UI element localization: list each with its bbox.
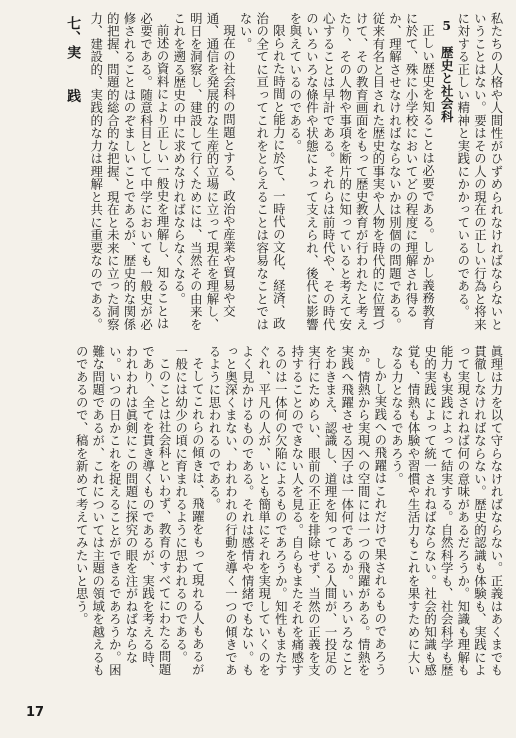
paragraph: 私たちの人格や人間性がひずめられなければならないということはない。要はその人の現在の正しい行為と将来に対する正しい精神と実践にかかっているのである。 [455,12,504,331]
section-heading [438,12,455,342]
section-title: 歴史と社会科 [439,46,455,123]
paragraph: 現在の社会科の問題とする、政治や産業や貿易や交通、通信を発展的な生産的立場に立って現在を理解し、明日を洞察し、建設して行くためには、当然その由来をこれを遡る歴史の中に求めなければならなくなる。 [171,12,237,331]
lower-text-block [20,345,504,685]
section-number: 5 [439,18,455,34]
chapter-heading: 七、実 践 [65,16,82,103]
paragraph: そしてこれらの傾きは、飛躍をもって現れる人もあるが一般には幼少の頃に育まれるように思われるのである。 [173,345,206,677]
paragraph: 限られた時間と能力に於て、一時代の文化、経済、政治の全てに亘ってこれをとらえることは容易なことではない。 [238,12,287,331]
upper-text-block [20,12,504,342]
paragraph: しかし実践への飛躍はこれだけで果されるものであろうか。情熱から実現への空間には一つの飛躍がある。情熱を実践へ飛躍させる因子は一体何であるか。いろいろなことをわきまえ、認識し、道理を知っている人間が、一投足の実行にためらい、眼前の不正を排除せず、当然の正義を支持することのできない人を見る。自らもまたそれを痛感するのは一体何の欠陥によるものであろうか。知性もまたすぐれ、平凡の人が、いとも簡単にそれを実現していくのをよく見かけるものである。それは感情や情緒でもない。もっと奥深くまない、われわれの行動を導く一つの傾きであるように思われるのである。 [206,345,388,677]
paragraph: 前述の資料により正しい一般史を理解し、知ることは必要である。随意科目として中学においても一般史が必修されることはのぞましいことであるが、歴史的な関係的把握、問題的総合的な把握、現在と未来に立った洞察力、建設的、実践的な力は理解と共に重要なのである。 [88,12,171,331]
page-number: 17 [26,705,45,720]
paragraph: 眞理は力を以て守らなければならない。正義はあくまでも貫徹しなければならない。歴史的認識も体験も、実践によって実現されねば何の意味があるだろうか。知識も理解も能力も実践によって結実する。自然科学も、社会科学も歴史的実践によって統一されねばならない。社会的知識も感覚も、情熱も体験や習慣や生活力もこれを果すために大いなる力となるであろう。 [389,345,504,677]
paragraph: 正しい歴史を知ることは必要である。しかし義務教育に於て、殊に小学校においてどの程度に理解され得るか、理解させなければならないかは別個の問題である。従来有名と目された歴史的事実や人物を時代的に位置づけて、その教育画面をもって歴史教育が行われたと考えたり、その人物や事項を断片的に知っていると考えて安心することは早計である。それらは前時代や、その時代のいろいろな條件や状態によって支えられ、後代に影響を與えているのである。 [287,12,436,331]
paragraph: このことは社会科といわず、教育のすべてにわたる問題であり、全てを貫き導くものであるが、実践を考える時、われわれは眞剣にこの問題に探究の眼を注がねばならない。いつの日かこれを捉えることができるであろうか。困難な問題であるが、これについては主題の領域を越えるものであるので、稿を新めて考えてみたいと思う。 [74,345,173,677]
